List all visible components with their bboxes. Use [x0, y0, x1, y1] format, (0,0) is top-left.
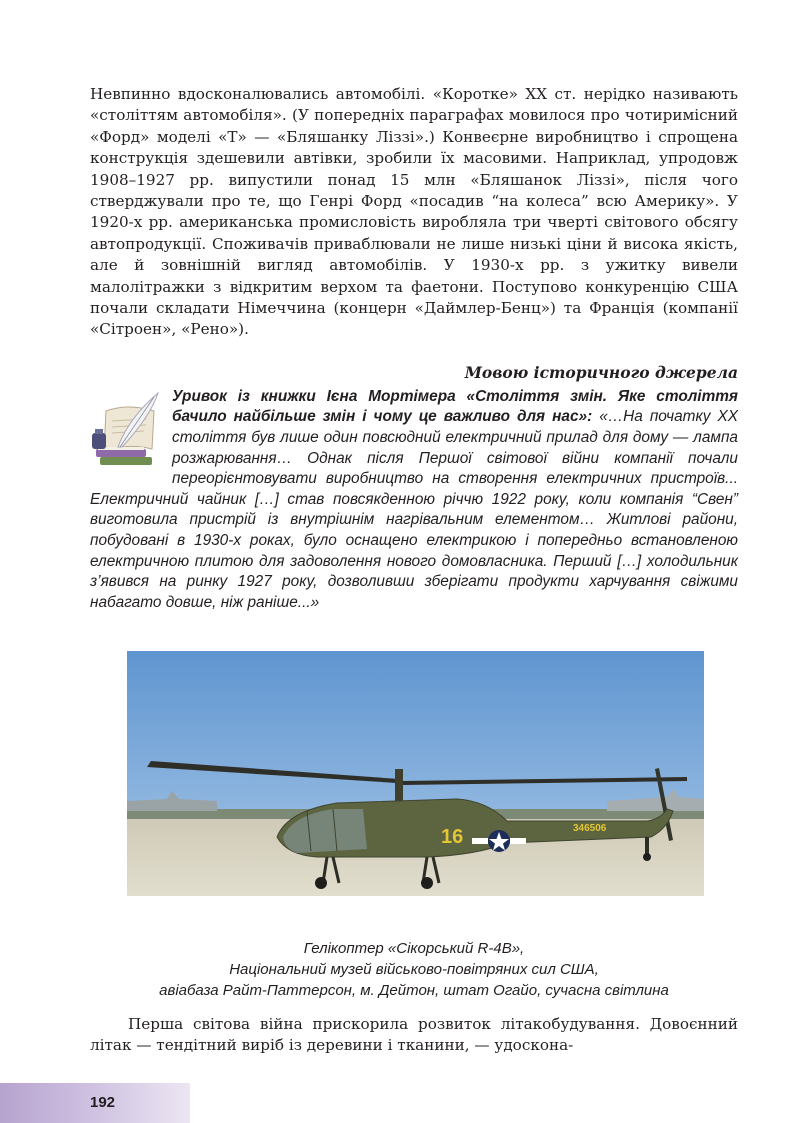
fuselage-number: 16 [441, 826, 464, 848]
page-number: 192 [90, 1094, 116, 1111]
outro-paragraph: Перша світова війна прискорила розвиток літакобудування. Довоєнний літак — тендітний виріб із деревини і тканини, — удоскона- [90, 1015, 738, 1055]
page-content [90, 84, 738, 613]
photo-caption [90, 938, 738, 1001]
caption-line-1: Гелікоптер «Сікорський R-4B», [303, 940, 525, 957]
source-section-heading: Мовою історичного джерела [464, 362, 738, 382]
caption-line-3: авіабаза Райт-Паттерсон, м. Дейтон, штат Огайо, сучасна світлина [159, 982, 669, 999]
excerpt-title: Уривок із книжки Ієна Мортімера «Століття змін. Яке століття бачило найбільше змін і чому це важливо для нас»: [172, 387, 738, 426]
excerpt-text: «…На початку XX століття був лише один повсюдний електричний прилад для дому — лампа розжарювання… Однак після Першої світової війни компанії почали переорієнтовувати виробництво на створення електричних пристроїв... Електричний чайник […] став повсякденною річчю 1922 року, коли компанія “Свен” виготовила пристрій із внутрішнім нагрівальним елементом… Житлові райони, побудовані в 1930-х роках, було оснащено електрикою і попередньо встановленою електричною плитою для задоволення нового домовласника. Перший […] холодильник з’явився на ринку 1927 року, дозволивши зберігати продукти харчування свіжими набагато довше, ніж раніше...» [90, 408, 738, 611]
quill-and-book-icon [88, 389, 166, 471]
caption-line-2: Національний музей військово-повітряних сил США, [229, 961, 599, 978]
source-excerpt [90, 387, 738, 614]
helicopter-photo [127, 651, 704, 896]
intro-paragraph: Невпинно вдосконалювались автомобілі. «Коротке» XX ст. нерідко називають «століттям автомобіля». (У попередніх параграфах мовилося про чотиримісний «Форд» моделі «Т» — «Бляшанку Ліззі».) Конвеєрне виробництво і спрощена конструкція здешевили автівки, зробили їх масовими. Наприклад, упродовж 1908–1927 рр. випустили понад 15 млн «Бляшанок Ліззі», після чого стверджували про те, що Генрі Форд «посадив “на колеса” всю Америку». У 1920-х рр. американська промисловість виробляла три чверті світового обсягу автопродукції. Споживачів приваблювали не лише низькі ціни й висока якість, але й зовнішній вигляд автомобілів. У 1930-х рр. з ужитку вивели малолітражки з відкритим верхом та фаетони. Поступово конкуренцію США почали складати Німеччина (концерн «Даймлер-Бенц») та Франція (компанії «Сітроен», «Рено»). [90, 85, 738, 339]
tail-serial: 346506 [573, 823, 607, 834]
